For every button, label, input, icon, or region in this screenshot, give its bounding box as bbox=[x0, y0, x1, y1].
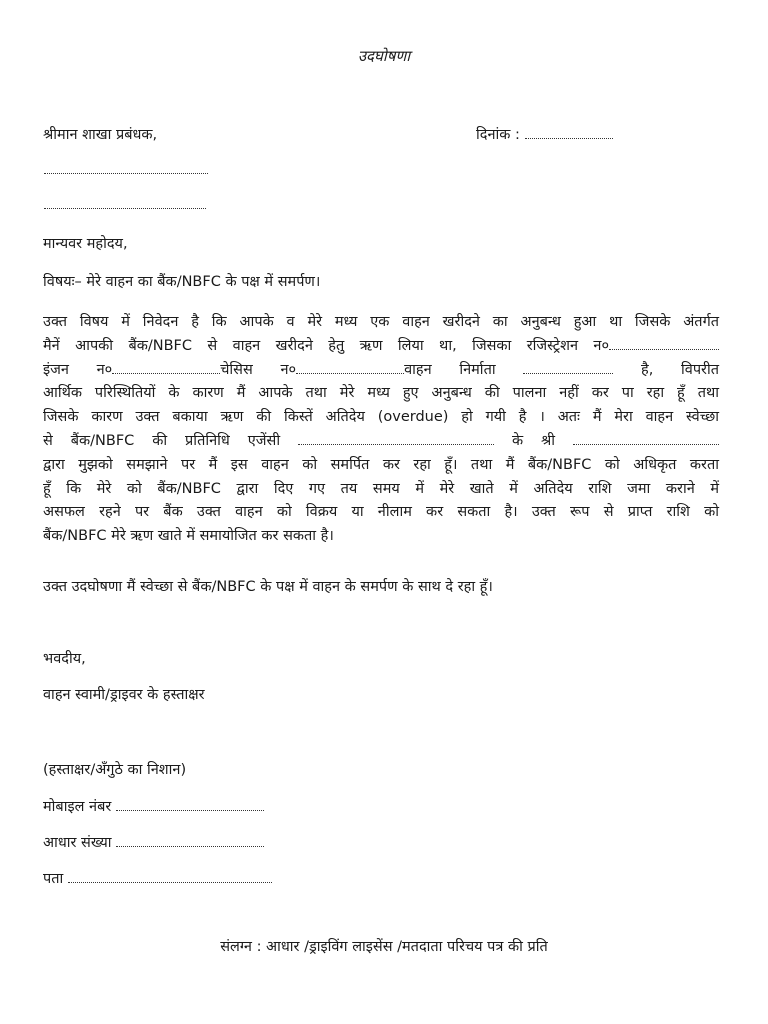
chassis-blank[interactable] bbox=[296, 361, 404, 374]
address-blank[interactable] bbox=[68, 870, 272, 883]
mobile-field bbox=[43, 796, 264, 816]
agency-blank[interactable] bbox=[298, 432, 494, 445]
greeting: मान्यवर महोदय, bbox=[43, 236, 128, 252]
date-blank[interactable] bbox=[525, 126, 613, 139]
declaration-line: उक्त उदघोषणा मैं स्वेच्छा से बैंक/NBFC के पक्ष में वाहन के समर्पण के साथ दे रहा हूँ। bbox=[43, 579, 493, 595]
date-label: दिनांक : bbox=[476, 127, 520, 143]
agent-name-blank[interactable] bbox=[573, 432, 719, 445]
aadhar-field bbox=[43, 832, 264, 852]
address-label: पता bbox=[43, 871, 64, 887]
address-blank-1[interactable] bbox=[44, 161, 208, 174]
manufacturer-blank[interactable] bbox=[523, 361, 613, 374]
aadhar-blank[interactable] bbox=[116, 834, 264, 847]
aadhar-label: आधार संख्या bbox=[43, 835, 112, 851]
subject-line: विषयः– मेरे वाहन का बैंक/NBFC के पक्ष में समर्पण। bbox=[43, 274, 321, 290]
salutation: श्रीमान शाखा प्रबंधक, bbox=[43, 127, 158, 143]
mobile-blank[interactable] bbox=[116, 798, 264, 811]
attachment-line: संलग्न : आधार /ड्राइविंग लाइसेंस /मतदाता परिचय पत्र की प्रति bbox=[220, 939, 548, 955]
mobile-label: मोबाइल नंबर bbox=[43, 799, 112, 815]
address-field bbox=[43, 868, 272, 888]
document-title: उदघोषणा bbox=[357, 47, 411, 65]
body-line: उक्त विषय में निवेदन है कि आपके व मेरे मध्य एक वाहन खरीदने का अनुबन्ध हुआ था जिसके अंतर्गत bbox=[43, 314, 719, 330]
date-field bbox=[476, 124, 613, 144]
body-line: असफल रहने पर बैंक उक्त वाहन को विक्रय या नीलाम कर सकता है। उक्त रूप से प्राप्त राशि को bbox=[43, 504, 719, 521]
body-paragraph bbox=[43, 311, 719, 549]
body-line: से बैंक/NBFC की प्रतिनिधि एजेंसी के श्री bbox=[43, 430, 719, 454]
body-line: इंजन न० चेसिस न० वाहन निर्माता है, विपरीत bbox=[43, 361, 720, 378]
body-line: हूँ कि मेरे को बैंक/NBFC द्वारा दिए गए तय समय में मेरे खाते में अतिदेय राशि जमा कराने में bbox=[43, 480, 719, 497]
registration-blank[interactable] bbox=[609, 337, 719, 350]
thumb-impression-label: (हस्ताक्षर/अँगुठे का निशान) bbox=[43, 762, 187, 778]
signature-label: वाहन स्वामी/ड्राइवर के हस्ताक्षर bbox=[43, 687, 205, 703]
body-line: द्वारा मुझको समझाने पर मैं इस वाहन को समर्पित कर रहा हूँ। तथा मैं बैंक/NBFC को अधिकृत करता bbox=[43, 456, 719, 473]
body-line: मैनें आपकी बैंक/NBFC से वाहन खरीदने हेतु ऋण लिया था, जिसका रजिस्ट्रेशन न० bbox=[43, 335, 719, 359]
body-line: जिसके कारण उक्त बकाया ऋण की किस्तें अतिदेय (overdue) हो गयी है । अतः मैं मेरा वाहन स्वेच्छा bbox=[43, 409, 719, 426]
body-line: बैंक/NBFC मेरे ऋण खाते में समायोजित कर सकता है। bbox=[43, 528, 334, 545]
engine-blank[interactable] bbox=[112, 361, 220, 374]
closing-yours: भवदीय, bbox=[43, 651, 86, 667]
address-blank-2[interactable] bbox=[44, 196, 206, 209]
body-line: आर्थिक परिस्थितियों के कारण मैं आपके तथा मेरे मध्य हुए अनुबन्ध की पालना नहीं कर पा रहा हूँ तथा bbox=[43, 385, 719, 402]
